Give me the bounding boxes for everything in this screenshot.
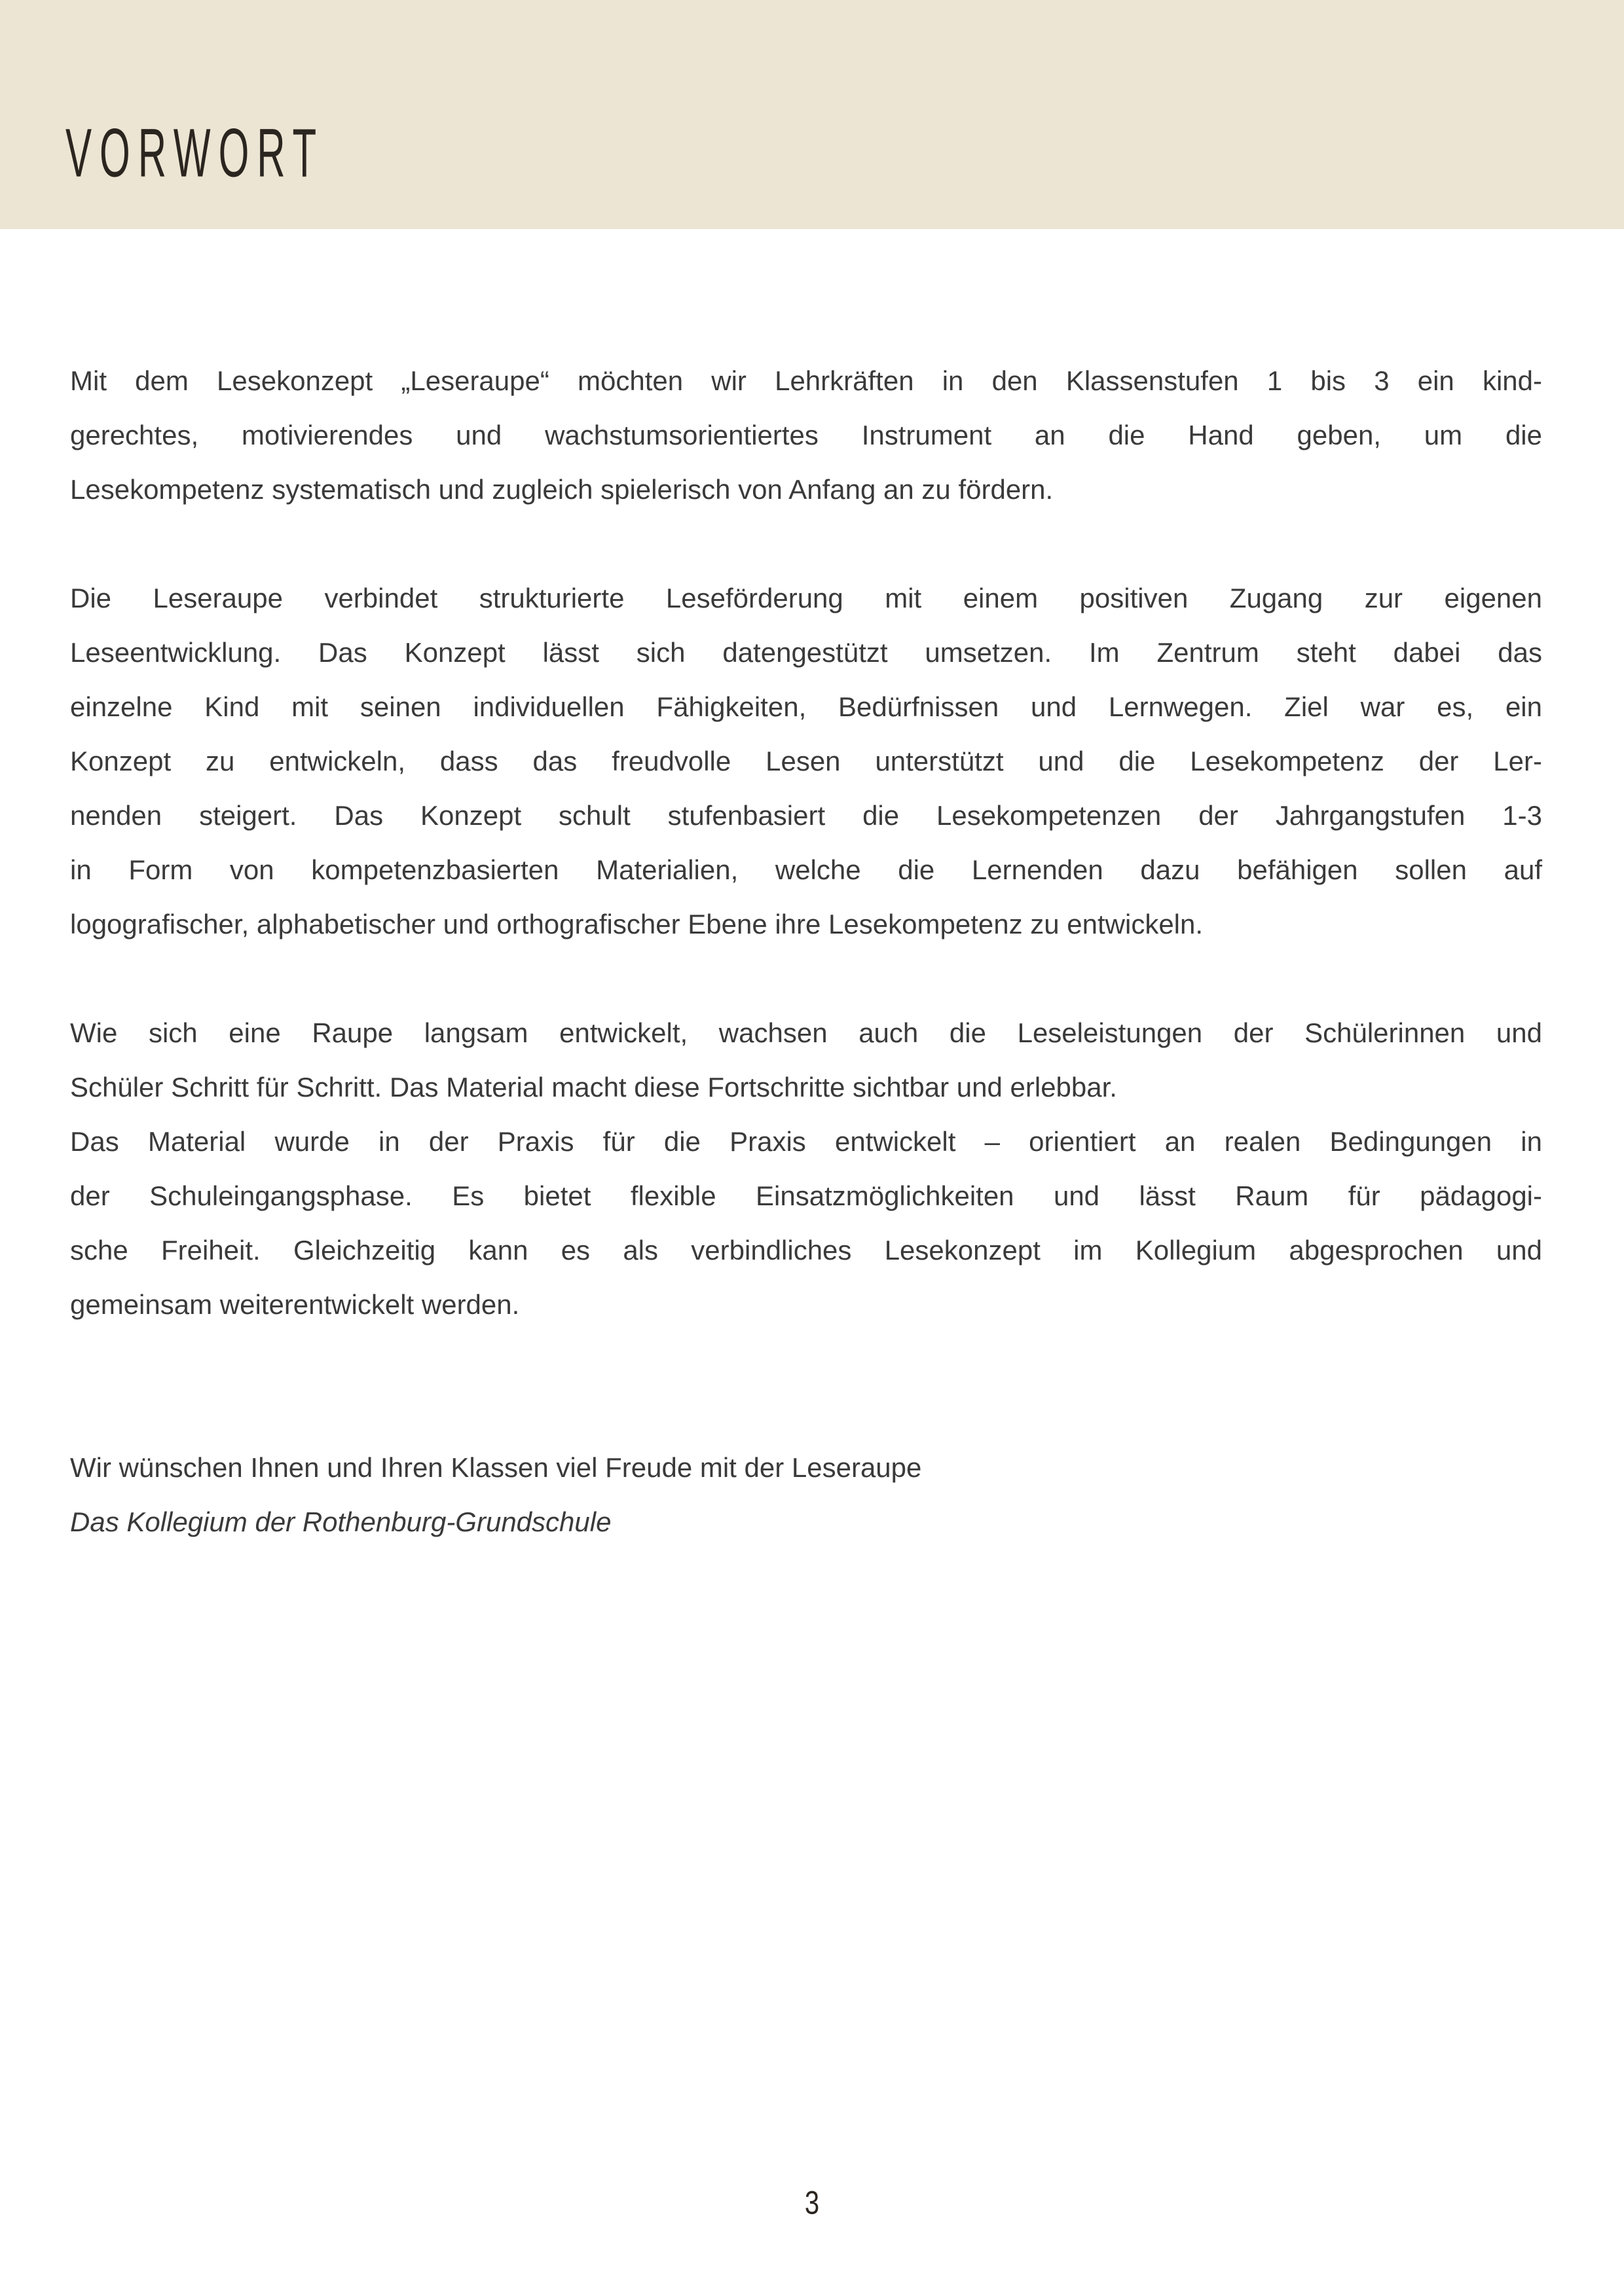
text-line: Das Material wurde in der Praxis für die Praxis entwickelt – orientiert an realen Bedingungen in <box>70 1126 1542 1157</box>
text-line: nenden steigert. Das Konzept schult stufenbasiert die Lesekompetenzen der Jahrgangstufen 1-3 <box>70 800 1542 831</box>
text-line: in Form von kompetenzbasierten Materialien, welche die Lernenden dazu befähigen sollen auf <box>70 854 1542 885</box>
closing-signature: Das Kollegium der Rothenburg-Grundschule <box>70 1506 612 1537</box>
text-line: Lesekompetenz systematisch und zugleich spielerisch von Anfang an zu fördern. <box>70 474 1054 505</box>
text-line: Wie sich eine Raupe langsam entwickelt, wachsen auch die Leseleistungen der Schülerinnen und <box>70 1017 1542 1048</box>
body-paragraphs <box>70 354 1542 1332</box>
text-line: logografischer, alphabetischer und orthografischer Ebene ihre Lesekompetenz zu entwickeln. <box>70 909 1204 939</box>
paragraph <box>70 571 1542 951</box>
text-line: gemeinsam weiterentwickelt werden. <box>70 1289 520 1320</box>
text-line: der Schuleingangsphase. Es bietet flexible Einsatzmöglichkeiten und lässt Raum für pädagogi- <box>70 1180 1542 1211</box>
header-band <box>0 0 1624 229</box>
closing-wish: Wir wünschen Ihnen und Ihren Klassen viel Freude mit der Leseraupe <box>70 1452 922 1483</box>
text-line: Konzept zu entwickeln, dass das freudvolle Lesen unterstützt und die Lesekompetenz der Ler- <box>70 746 1542 776</box>
text-line: Leseentwicklung. Das Konzept lässt sich datengestützt umsetzen. Im Zentrum steht dabei das <box>70 637 1542 668</box>
text-line: Die Leseraupe verbindet strukturierte Leseförderung mit einem positiven Zugang zur eigenen <box>70 583 1542 613</box>
text-line: einzelne Kind mit seinen individuellen Fähigkeiten, Bedürfnissen und Lernwegen. Ziel war es, ein <box>70 691 1542 722</box>
paragraph <box>70 1114 1542 1332</box>
text-line: sche Freiheit. Gleichzeitig kann es als verbindliches Lesekonzept im Kollegium abgesprochen und <box>70 1235 1542 1266</box>
text-line: Schüler Schritt für Schritt. Das Material macht diese Fortschritte sichtbar und erlebbar. <box>70 1072 1117 1102</box>
paragraph <box>70 1006 1542 1114</box>
page-title: VORWORT <box>65 115 325 192</box>
closing-block <box>70 1440 1542 1549</box>
paragraph <box>70 354 1542 517</box>
text-line: Mit dem Lesekonzept „Leseraupe“ möchten wir Lehrkräften in den Klassenstufen 1 bis 3 ein kind- <box>70 365 1542 396</box>
text-line: gerechtes, motivierendes und wachstumsorientiertes Instrument an die Hand geben, um die <box>70 420 1542 450</box>
page-body <box>70 354 1542 1549</box>
page-number: 3 <box>804 2185 820 2221</box>
